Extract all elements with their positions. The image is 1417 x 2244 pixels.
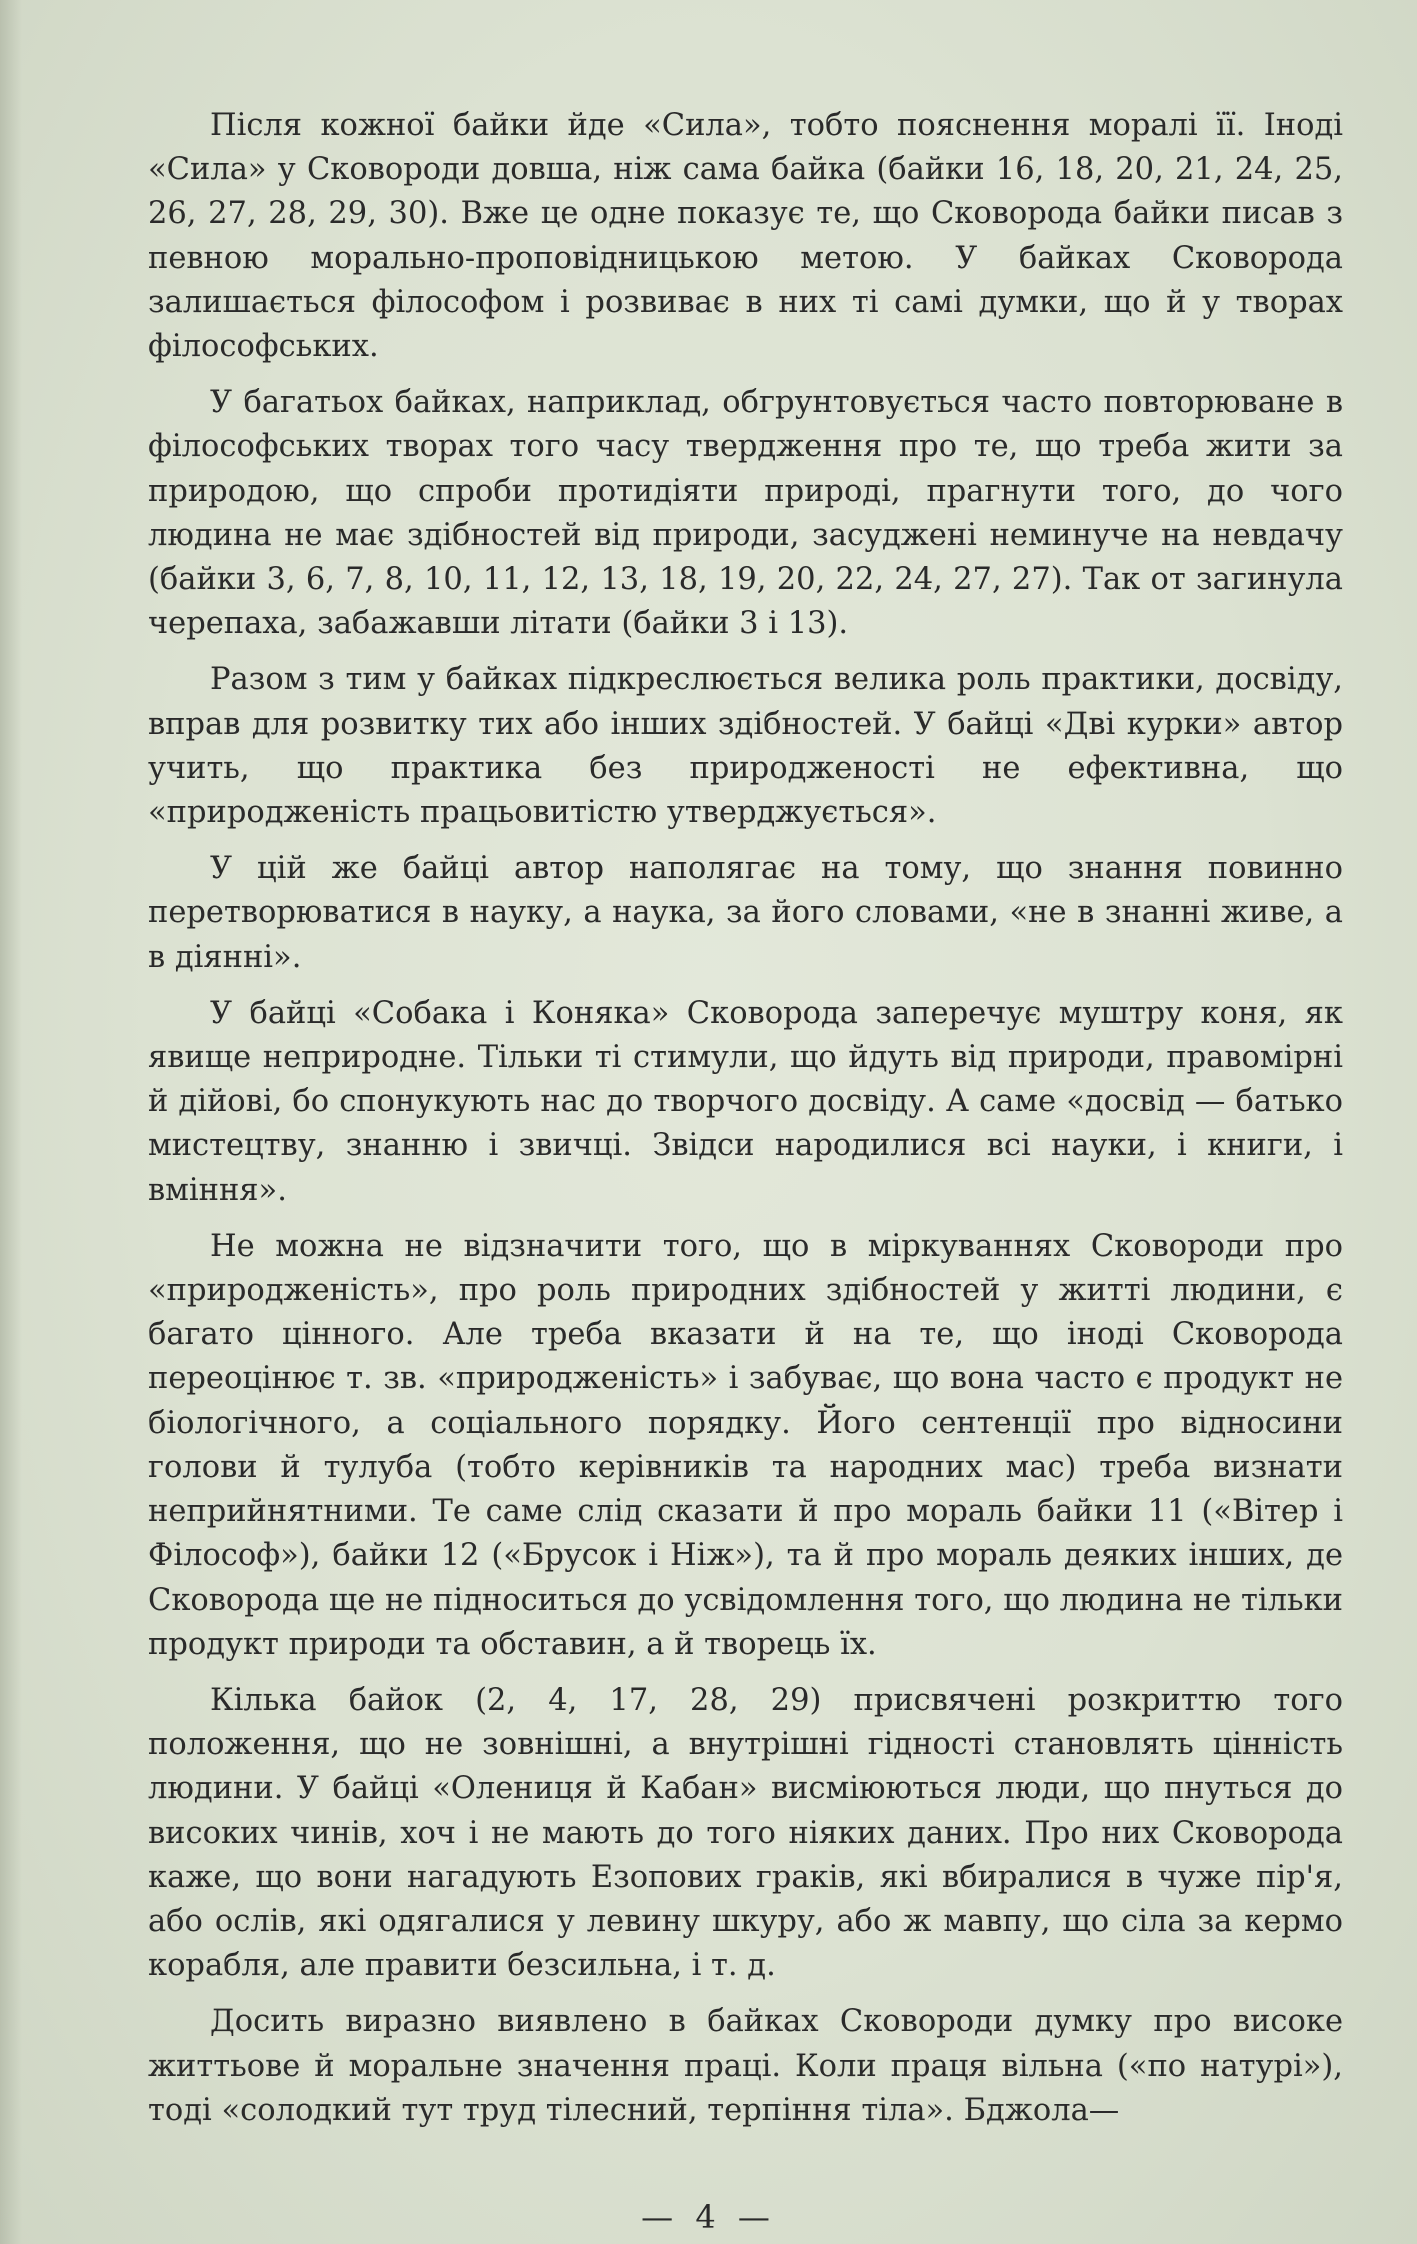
paragraph-1: Після кожної байки йде «Сила», тобто пояснення моралі її. Іноді «Сила» у Сковороди довша, ніж сама байка (байки 16, 18, 20, 21, 24, 25, 26, 27, 28, 29, 30). Вже це одне показує те, що Сковорода байки писав з певною морально-проповідницькою метою. У байках Сковорода залишається філософом і розвиває в них ті самі думки, що й у творах філософських. [148,108,1343,365]
paragraph-4: У цій же байці автор наполягає на тому, що знання повинно перетворюватися в науку, а наука, за його словами, «не в знанні живе, а в діянні». [148,851,1343,975]
paragraph-6: Не можна не відзначити того, що в міркуваннях Сковороди про «природженість», про роль природних здібностей у житті людини, є багато цінного. Але треба вказати й на те, що іноді Сковорода переоцінює т. зв. «природженість» і забуває, що вона часто є продукт не біологічного, а соціального порядку. Його сентенції про відносини голови й тулуба (тобто керівників та народних мас) треба визнати неприйнятними. Те саме слід сказати й про мораль байки 11 («Вітер і Філософ»), байки 12 («Брусок і Ніж»), та й про мораль деяких інших, де Сковорода ще не підноситься до усвідомлення того, що людина не тільки продукт природи та обставин, а й творець їх. [148,1228,1343,1662]
paragraph-3: Разом з тим у байках підкреслюється велика роль практики, досвіду, вправ для розвитку тих або інших здібностей. У байці «Дві курки» автор учить, що практика без природженості не ефективна, що «природженість працьовитістю утверджується». [148,662,1343,831]
paragraph-7: Кілька байок (2, 4, 17, 28, 29) присвячені розкриттю того положення, що не зовнішні, а внутрішні гідності становлять цінність людини. У байці «Олениця й Кабан» висміюються люди, що пнуться до високих чинів, хоч і не мають до того ніяких даних. Про них Сковорода каже, що вони нагадують Езопових граків, які вбиралися в чуже пір'я, або ослів, які одягалися у левину шкуру, або ж мавпу, що сіла за кермо корабля, але правити безсильна, і т. д. [148,1682,1343,1984]
paragraph-2: У багатьох байках, наприклад, обгрунтовується часто повторюване в філософських творах того часу твердження про те, що треба жити за природою, що спроби протидіяти природі, прагнути того, до чого людина не має здібностей від природи, засуджені неминуче на невдачу (байки 3, 6, 7, 8, 10, 11, 12, 13, 18, 19, 20, 22, 24, 27, 27). Так от загинула черепаха, забажавши літати (байки 3 і 13). [148,385,1343,642]
paragraph-8: Досить виразно виявлено в байках Сковороди думку про високе життьове й моральне значення праці. Коли праця вільна («по натурі»), тоді «солодкий тут труд тілесний, терпіння тіла». Бджола— [148,2004,1343,2128]
page-number: — 4 — [641,2198,776,2236]
paragraph-5: У байці «Собака і Коняка» Сковорода заперечує муштру коня, як явище неприродне. Тільки ті стимули, що йдуть від природи, правомірні й дійові, бо спонукують нас до творчого досвіду. А саме «досвід — батько мистецтву, знанню і звичці. Звідси народилися всі науки, і книги, і вміння». [148,995,1343,1208]
body-text [148,104,1343,2145]
